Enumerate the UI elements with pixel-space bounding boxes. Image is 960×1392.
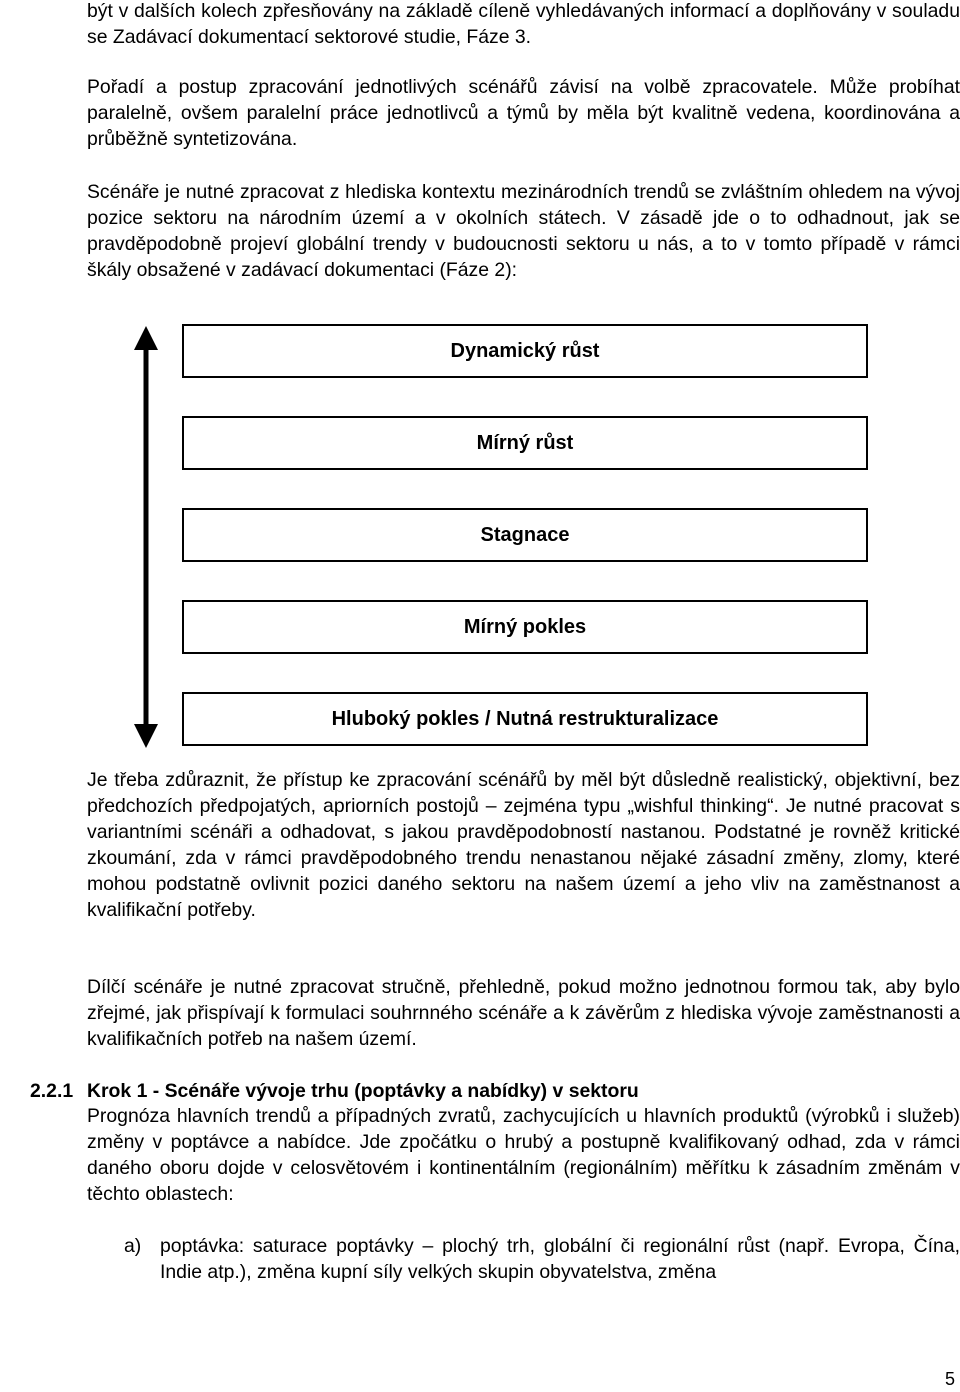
paragraph-continuation: být v dalších kolech zpřesňovány na základě cíleně vyhledávaných informací a doplňovány v souladu se Zadávací dokumentací sektorové studie, Fáze 3. xyxy=(87,0,960,48)
page-number: 5 xyxy=(944,1369,955,1389)
paragraph-scenario-context: Scénáře je nutné zpracovat z hlediska kontextu mezinárodních trendů se zvláštním ohledem na vývoj pozice sektoru na národním území a v okolních státech. V zásadě jde o to odhadnout, jak se pravděpodobně projeví globální trendy v budoucnosti sektoru u nás, a to v tomto případě v rámci škály obsažené v zadávací dokumentaci (Fáze 2): xyxy=(87,181,960,281)
scenario-dynamic-growth: Dynamický růst xyxy=(182,324,868,378)
scenario-mild-decline: Mírný pokles xyxy=(182,600,868,654)
section-body: Prognóza hlavních trendů a případných zvratů, zachycujících u hlavních produktů (výrobků i služeb) změny v poptávce a nabídce. Jde zpočátku o hrubý a postupně kvalifikovaný odhad, zda v rámci daného oboru dojde v celosvětovém i kontinentálním (regionálním) měřítku k zásadním změnám v těchto oblastech: xyxy=(87,1105,960,1205)
list-item-demand: poptávka: saturace poptávky – plochý trh, globální či regionální růst (např. Evropa, Čína, Indie atp.), změna kupní síly velkých skupin obyvatelstva, změna xyxy=(160,1235,960,1283)
double-arrow-icon xyxy=(124,322,168,752)
scenario-mild-growth: Mírný růst xyxy=(182,416,868,470)
section-number: 2.2.1 xyxy=(30,1080,74,1102)
scenario-stagnation: Stagnace xyxy=(182,508,868,562)
paragraph-realism: Je třeba zdůraznit, že přístup ke zpracování scénářů by měl být důsledně realistický, objektivní, bez předchozích předpojatých, apriorních postojů – zejména typu „wishful thinking“. Je nutné pracovat s variantními scénáři a odhadovat, s jakou pravděpodobností nastanou. Podstatné je rovněž kritické zkoumání, zda v rámci pravděpodobného trendu nenastanou nějaké zásadní změny, zlomy, které mohou podstatně ovlivnit pozici daného sektoru na našem území a jeho vliv na zaměstnanost a kvalifikační potřeby. xyxy=(87,769,960,921)
paragraph-partial-scenarios: Dílčí scénáře je nutné zpracovat stručně, přehledně, pokud možno jednotnou formou tak, aby bylo zřejmé, jak přispívají k formulaci souhrnného scénáře a k závěrům z hlediska vývoje zaměstnanosti a kvalifikačních potřeb na našem území. xyxy=(87,976,960,1050)
section-title: Krok 1 - Scénáře vývoje trhu (poptávky a nabídky) v sektoru xyxy=(87,1080,639,1102)
paragraph-processing-order: Pořadí a postup zpracování jednotlivých scénářů závisí na volbě zpracovatele. Může probíhat paralelně, ovšem paralelní práce jednotlivců a týmů by měla být kvalitně vedena, koordinována a průběžně syntetizována. xyxy=(87,76,960,150)
scenario-deep-decline: Hluboký pokles / Nutná restrukturalizace xyxy=(182,692,868,746)
list-marker: a) xyxy=(124,1235,142,1257)
